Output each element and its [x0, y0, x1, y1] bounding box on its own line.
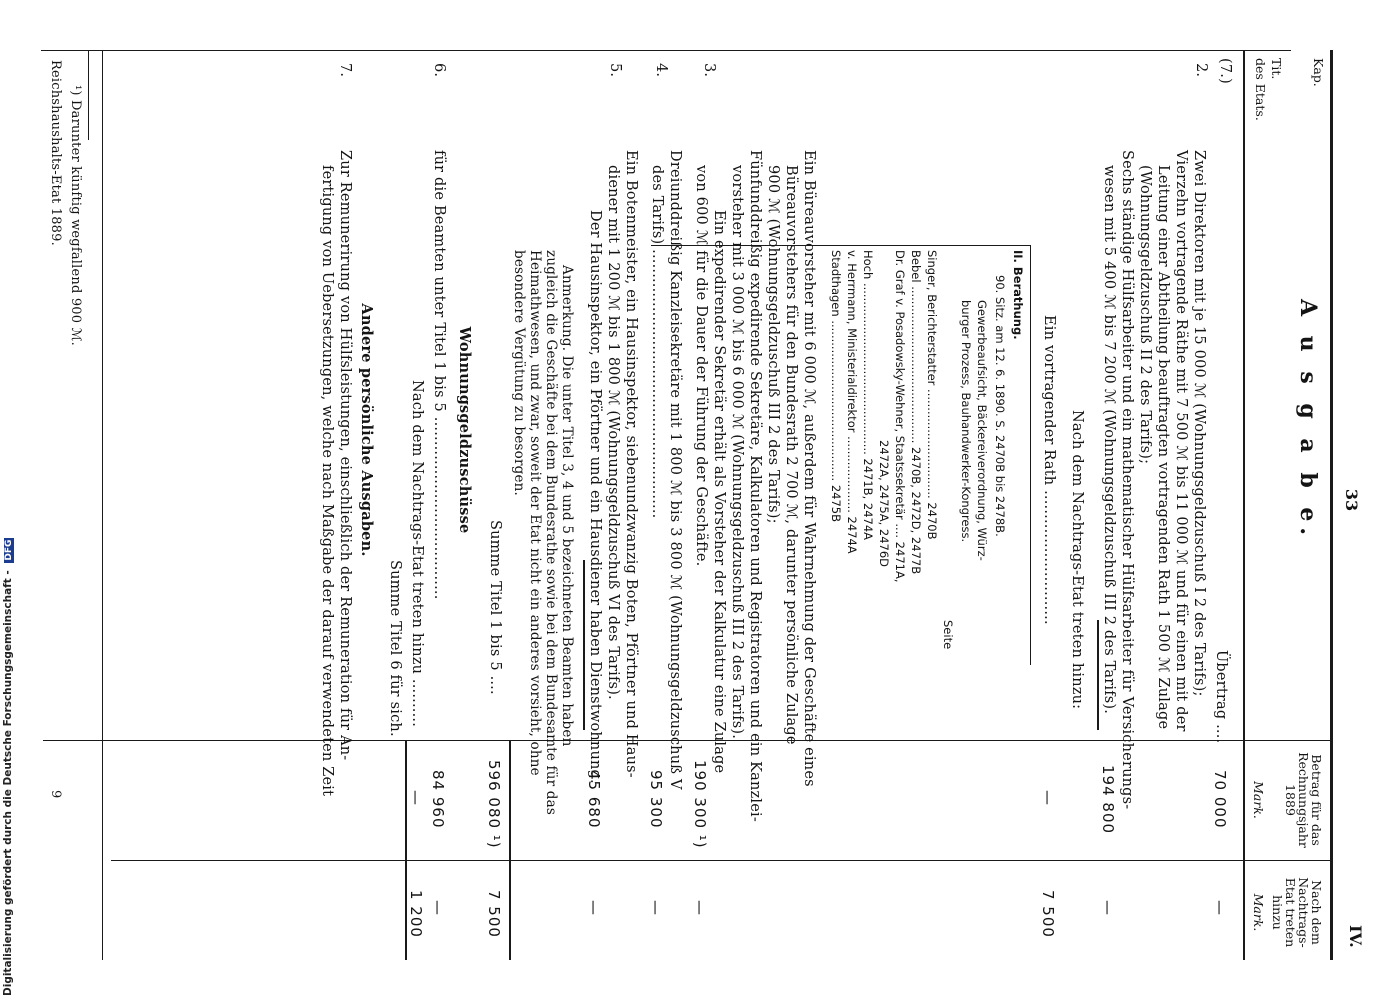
speaker-line: Hoch ............................................... 2471B, 2474A — [861, 250, 875, 541]
text-line: Fünfunddreißig expedirende Sekretäre, Kalkulatoren und Registratoren und ein Kanzlei- — [747, 150, 763, 822]
nachtrag-line: Nach dem Nachtrags-Etat treten hinzu .......... — [409, 380, 425, 728]
summe-label: Summe Titel 6 für sich. — [387, 560, 403, 737]
betrag-value: 95 300 — [647, 770, 665, 829]
tit-label: Tit. — [1269, 58, 1284, 80]
text-line: des Tarifs) ........................................................ — [649, 165, 665, 519]
uebertrag-line: Übertrag .... — [1213, 650, 1229, 744]
kap-label: Kap. — [1311, 58, 1326, 87]
sidebar-credit — [2, 539, 20, 996]
text-line: diener mit 1 200 ℳ bis 1 800 ℳ (Wohnungsgeldzuschuß VI des Tarifs). — [605, 165, 621, 700]
beratung-sitting: 90. Sitz. am 12. 6. 1890. S. 2470B bis 2478B. — [993, 275, 1007, 537]
speaker-line: Singer, Berichterstatter .............................. 2470B — [925, 250, 939, 540]
bottom-rule — [102, 50, 103, 960]
footer-left: Reichshaushalts-Etat 1889. — [48, 60, 63, 246]
wohnung-heading: Wohnungsgeldzuschüsse — [456, 326, 473, 534]
nachtrag-header: Nach dem Nachtrags-Etat treten hinzu — [1270, 877, 1324, 948]
speaker-line: Stadthagen ............................................ 2475B — [829, 250, 843, 522]
seite-label: Seite — [941, 620, 955, 650]
text-line: Leitung einer Abtheilung beauftragten vortragenden Rath 1 500 ℳ Zulage — [1155, 165, 1171, 730]
footer-right: 9 — [48, 790, 63, 799]
beratung-topic: Gewerbeaufsicht, Bäckereiverordnung, Würz- — [975, 300, 989, 561]
nachtrag-value: — — [585, 900, 603, 916]
tit-number: 6. — [431, 63, 447, 78]
nachtrag-value: — — [1099, 900, 1117, 916]
nachtrag-value: — — [1211, 900, 1229, 916]
text-line: für die Beamten unter Titel 1 bis 5 ...................................... — [431, 150, 447, 600]
column-divider-ausgabe — [43, 740, 1333, 741]
andere-heading: Andere persönliche Ausgaben. — [358, 303, 375, 557]
text-line: Sechs ständige Hülfsarbeiter und ein mathematischer Hülfsarbeiter für Versicherungs- — [1119, 150, 1135, 810]
text-line: von 600 ℳ für die Dauer der Führung der Geschäfte. — [693, 165, 709, 567]
anmerkung-line: Anmerkung. Die unter Titel 3, 4 und 5 bezeichneten Beamten haben — [559, 265, 575, 747]
column-divider-betrag — [111, 860, 1331, 861]
betrag-value: 190 300 ¹) — [691, 760, 709, 849]
text-line: Ein expedirender Sekretär erhält als Vorsteher der Kalkulatur eine Zulage — [711, 210, 727, 774]
tit-number: 3. — [701, 63, 717, 78]
text-line: vorsteher mit 3 000 ℳ bis 6 000 ℳ (Wohnungsgeldzuschuß III 2 des Tarifs). — [729, 165, 745, 740]
sidebar-credit-text: Digitalisierung gefördert durch die Deutsche Forschungsgemeinschaft - — [2, 570, 14, 996]
top-border — [1330, 50, 1333, 960]
anmerkung-line: zugleich die Geschäfte bei dem Bundesrathe sowie bei dem Bundesamte für das — [543, 250, 559, 815]
sum-rule — [405, 740, 407, 960]
beratung-topic: burger Prozess, Bauhandwerker-Kongress. — [959, 300, 973, 543]
footnote: ¹) Darunter künftig wegfallend 900 ℳ. — [68, 85, 83, 347]
anmerkung-line: Heimathwesen, und zwar, soweit der Etat nicht ein anderes vorsieht, ohne — [527, 250, 543, 776]
beratung-box-top — [1030, 245, 1031, 665]
dfg-sidebar — [0, 539, 18, 1000]
ausgabe-heading: A u s g a b e. — [1295, 298, 1321, 542]
text-line: Ein Büreauvorsteher mit 6 000 ℳ, außerdem für Wahrnehmung der Geschäfte eines — [801, 150, 817, 787]
text-line: fertigung von Uebersetzungen, welche nach Maßgabe der darauf verwendeten Zeit — [319, 165, 335, 797]
speaker-line: Dr. Graf v. Posadowsky-Wehner, Staatssekretär .... 2471A, — [893, 250, 907, 583]
speaker-line: Bebel ........................................... 2470B, 2472D, 2477B — [909, 250, 923, 575]
beratung-title: II. Berathung. — [1011, 250, 1025, 340]
betrag-value: 45 680 — [585, 770, 603, 829]
betrag-value: — — [1039, 790, 1057, 806]
sum-rule — [584, 560, 586, 730]
tit-number: 4. — [653, 63, 669, 78]
tit-number: 7. — [337, 63, 353, 78]
section-number: IV. — [1346, 925, 1365, 948]
sum-rule — [1098, 620, 1100, 730]
tit-number: 2. — [1193, 63, 1209, 78]
text-line: 900 ℳ (Wohnungsgeldzuschuß III 2 des Tarifs); — [765, 165, 781, 524]
nachtrag-value: 7 500 — [485, 890, 503, 938]
header-divider — [1244, 50, 1246, 960]
summe-label: Summe Titel 1 bis 5 .... — [487, 520, 503, 695]
page-number: 33 — [1342, 488, 1361, 512]
betrag-header: Betrag für das Rechnungsjahr 1889 — [1283, 752, 1324, 848]
kap-divider — [41, 50, 1291, 51]
text-line: Büreauvorstehers für den Bundesrath 2 700 ℳ, darunter persönliche Zulage — [783, 165, 799, 745]
text-line: Zwei Direktoren mit je 15 000 ℳ (Wohnungsgeldzuschuß I 2 des Tarifs); — [1191, 150, 1207, 697]
footnote-rule — [88, 50, 89, 140]
betrag-value: 194 800 — [1099, 765, 1117, 835]
nachtrag-item: Ein vortragender Rath ............................ — [1041, 315, 1057, 625]
text-line: wesen mit 5 400 ℳ bis 7 200 ℳ (Wohnungsgeldzuschuß III 2 des Tarifs). — [1101, 165, 1117, 715]
text-line: (Wohnungsgeldzuschuß II 2 des Tarifs); — [1137, 165, 1153, 465]
speaker-line: v. Herrmann, Ministerialdirektor ..................... 2474A — [845, 250, 859, 554]
text-line: Zur Remunerirung von Hülfsleistungen, einschließlich der Remuneration für An- — [337, 150, 353, 761]
betrag-value: 84 960 — [429, 770, 447, 829]
betrag-value: 70 000 — [1211, 770, 1229, 829]
dfg-logo: DFG — [4, 539, 14, 561]
betrag-value: 596 080 ¹) — [485, 760, 503, 849]
text-line: Der Hausinspektor, ein Pförtner und ein Hausdiener haben Dienstwohnung. — [587, 210, 603, 784]
nachtrag-value: 1 200 — [407, 890, 425, 938]
text-line: Vierzehn vortragende Räthe mit 7 500 ℳ bis 11 000 ℳ und für einen mit der — [1173, 150, 1189, 732]
des-etats-label: des Etats. — [1253, 58, 1268, 121]
anmerkung-line: besondere Vergütung zu besorgen. — [511, 250, 527, 497]
nachtrag-value: — — [429, 900, 447, 916]
speaker-line: 2472A, 2475A, 2476D — [877, 440, 891, 568]
nachtrag-value: 7 500 — [1039, 890, 1057, 938]
kapitel-number: (7.) — [1217, 58, 1233, 84]
sum-rule — [509, 740, 511, 960]
nachtrag-value: — — [647, 900, 665, 916]
betrag-value: — — [407, 790, 425, 806]
text-line: Ein Botenmeister, ein Hausinspektor, siebenundzwanzig Boten, Pförtner und Haus- — [623, 150, 639, 778]
nachtrag-value: — — [691, 900, 709, 916]
tit-number: 5. — [607, 63, 623, 78]
betrag-unit: Mark. — [1251, 781, 1266, 819]
nachtrag-unit: Mark. — [1251, 893, 1266, 932]
nachtrag-title: Nach dem Nachtrags-Etat treten hinzu: — [1069, 410, 1085, 710]
text-line: Dreiunddreißig Kanzleisekretäre mit 1 800 ℳ bis 3 800 ℳ (Wohnungsgeldzuschuß V — [667, 150, 683, 790]
